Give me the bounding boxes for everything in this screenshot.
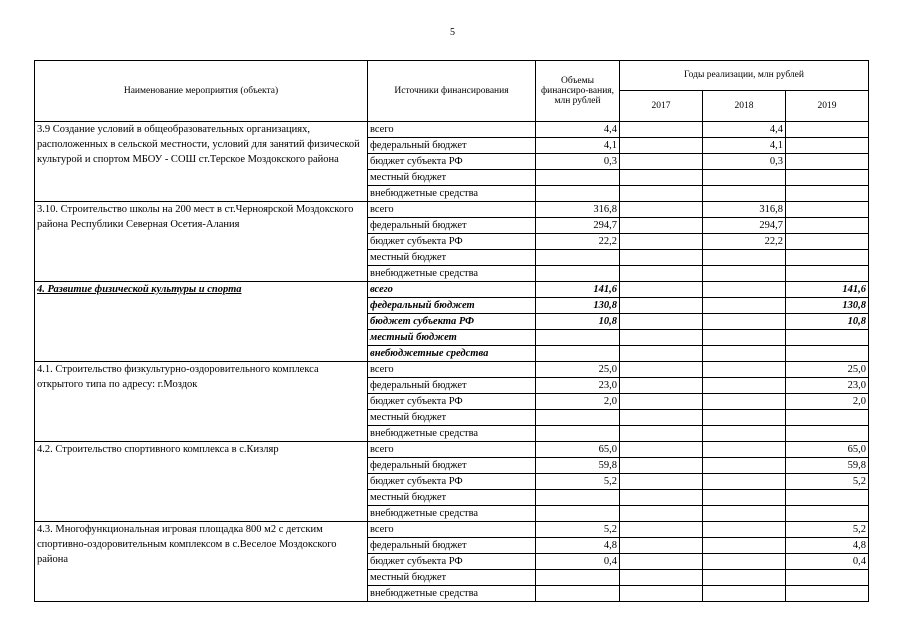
volume-value	[536, 410, 620, 426]
year-2019-value: 130,8	[786, 298, 869, 314]
year-2017-value	[620, 506, 703, 522]
funding-source: внебюджетные средства	[368, 266, 536, 282]
year-2019-value: 141,6	[786, 282, 869, 298]
year-2017-value	[620, 426, 703, 442]
year-2019-value: 0,4	[786, 554, 869, 570]
year-2019-value	[786, 570, 869, 586]
table-row	[35, 202, 869, 218]
funding-source: бюджет субъекта РФ	[368, 234, 536, 250]
header-year: 2018	[703, 90, 786, 121]
funding-source: всего	[368, 202, 536, 218]
year-2017-value	[620, 362, 703, 378]
year-2018-value: 22,2	[703, 234, 786, 250]
funding-source: местный бюджет	[368, 570, 536, 586]
project-name	[35, 522, 368, 602]
year-2019-value: 2,0	[786, 394, 869, 410]
year-2017-value	[620, 474, 703, 490]
funding-source: федеральный бюджет	[368, 378, 536, 394]
year-2019-value	[786, 586, 869, 602]
year-2019-value	[786, 218, 869, 234]
year-2018-value	[703, 586, 786, 602]
funding-source: федеральный бюджет	[368, 218, 536, 234]
year-2019-value: 25,0	[786, 362, 869, 378]
year-2019-value: 23,0	[786, 378, 869, 394]
year-2019-value: 5,2	[786, 474, 869, 490]
year-2019-value	[786, 250, 869, 266]
year-2018-value	[703, 282, 786, 298]
year-2017-value	[620, 234, 703, 250]
year-2017-value	[620, 250, 703, 266]
volume-value: 59,8	[536, 458, 620, 474]
year-2018-value	[703, 506, 786, 522]
project-name	[35, 362, 368, 442]
funding-source: местный бюджет	[368, 250, 536, 266]
funding-source: бюджет субъекта РФ	[368, 554, 536, 570]
project-name	[35, 122, 368, 202]
year-2019-value	[786, 490, 869, 506]
year-2019-value: 65,0	[786, 442, 869, 458]
header-year: 2019	[786, 90, 869, 121]
table-body	[35, 122, 869, 602]
year-2018-value	[703, 490, 786, 506]
funding-source: внебюджетные средства	[368, 586, 536, 602]
funding-source: всего	[368, 522, 536, 538]
year-2017-value	[620, 410, 703, 426]
year-2018-value	[703, 554, 786, 570]
year-2018-value	[703, 330, 786, 346]
year-2018-value: 4,1	[703, 138, 786, 154]
year-2018-value	[703, 250, 786, 266]
year-2017-value	[620, 586, 703, 602]
year-2017-value	[620, 298, 703, 314]
volume-value	[536, 186, 620, 202]
year-2017-value	[620, 122, 703, 138]
table-row	[35, 122, 869, 138]
project-name-text: 4.3. Многофункциональная игровая площадка 800 м2 с детским спортивно-оздоровительным комплексом в с.Веселое Моздокского района	[37, 524, 337, 565]
year-2017-value	[620, 554, 703, 570]
year-2019-value	[786, 426, 869, 442]
year-2017-value	[620, 570, 703, 586]
year-2019-value: 4,8	[786, 538, 869, 554]
project-name-text: 4.2. Строительство спортивного комплекса в с.Кизляр	[37, 444, 279, 455]
year-2019-value	[786, 154, 869, 170]
funding-source: федеральный бюджет	[368, 458, 536, 474]
volume-value	[536, 426, 620, 442]
year-2019-value: 5,2	[786, 522, 869, 538]
year-2018-value	[703, 186, 786, 202]
year-2019-value	[786, 330, 869, 346]
funding-source: внебюджетные средства	[368, 346, 536, 362]
funding-source: бюджет субъекта РФ	[368, 154, 536, 170]
volume-value: 4,1	[536, 138, 620, 154]
project-name	[35, 442, 368, 522]
year-2018-value	[703, 170, 786, 186]
volume-value	[536, 330, 620, 346]
funding-source: федеральный бюджет	[368, 538, 536, 554]
volume-value	[536, 346, 620, 362]
year-2017-value	[620, 218, 703, 234]
year-2017-value	[620, 458, 703, 474]
volume-value: 0,3	[536, 154, 620, 170]
year-2017-value	[620, 314, 703, 330]
funding-source: всего	[368, 362, 536, 378]
table-row	[35, 442, 869, 458]
header-source: Источники финансирования	[368, 61, 536, 122]
year-2017-value	[620, 538, 703, 554]
funding-source: федеральный бюджет	[368, 138, 536, 154]
volume-value	[536, 506, 620, 522]
project-name	[35, 282, 368, 362]
volume-value: 65,0	[536, 442, 620, 458]
funding-source: всего	[368, 122, 536, 138]
funding-source: внебюджетные средства	[368, 506, 536, 522]
year-2018-value	[703, 570, 786, 586]
year-2018-value: 0,3	[703, 154, 786, 170]
volume-value: 22,2	[536, 234, 620, 250]
year-2018-value	[703, 538, 786, 554]
table-row	[35, 282, 869, 298]
volume-value	[536, 250, 620, 266]
funding-source: местный бюджет	[368, 490, 536, 506]
year-2018-value	[703, 266, 786, 282]
year-2019-value	[786, 122, 869, 138]
year-2019-value	[786, 506, 869, 522]
year-2018-value: 316,8	[703, 202, 786, 218]
volume-value	[536, 170, 620, 186]
funding-source: бюджет субъекта РФ	[368, 314, 536, 330]
volume-value: 130,8	[536, 298, 620, 314]
year-2018-value	[703, 298, 786, 314]
year-2018-value	[703, 426, 786, 442]
volume-value: 23,0	[536, 378, 620, 394]
year-2017-value	[620, 202, 703, 218]
page-number: 5	[450, 27, 455, 38]
year-2017-value	[620, 346, 703, 362]
year-2017-value	[620, 266, 703, 282]
year-2017-value	[620, 138, 703, 154]
year-2019-value	[786, 138, 869, 154]
year-2019-value	[786, 410, 869, 426]
volume-value: 10,8	[536, 314, 620, 330]
year-2019-value: 10,8	[786, 314, 869, 330]
year-2017-value	[620, 490, 703, 506]
year-2018-value	[703, 442, 786, 458]
project-name	[35, 202, 368, 282]
volume-value: 2,0	[536, 394, 620, 410]
funding-source: внебюджетные средства	[368, 186, 536, 202]
year-2018-value	[703, 410, 786, 426]
volume-value: 141,6	[536, 282, 620, 298]
funding-source: всего	[368, 282, 536, 298]
table-row	[35, 362, 869, 378]
funding-source: местный бюджет	[368, 410, 536, 426]
year-2018-value	[703, 522, 786, 538]
funding-source: всего	[368, 442, 536, 458]
table-row	[35, 522, 869, 538]
year-2018-value	[703, 362, 786, 378]
year-2018-value	[703, 378, 786, 394]
funding-source: местный бюджет	[368, 170, 536, 186]
project-name-text: 4. Развитие физической культуры и спорта	[37, 284, 242, 295]
year-2019-value	[786, 234, 869, 250]
funding-source: бюджет субъекта РФ	[368, 394, 536, 410]
year-2017-value	[620, 282, 703, 298]
funding-source: местный бюджет	[368, 330, 536, 346]
funding-source: внебюджетные средства	[368, 426, 536, 442]
volume-value	[536, 586, 620, 602]
volume-value: 294,7	[536, 218, 620, 234]
header-year: 2017	[620, 90, 703, 121]
volume-value: 25,0	[536, 362, 620, 378]
year-2017-value	[620, 330, 703, 346]
header-name: Наименование мероприятия (объекта)	[35, 61, 368, 122]
year-2017-value	[620, 154, 703, 170]
year-2018-value: 4,4	[703, 122, 786, 138]
year-2018-value: 294,7	[703, 218, 786, 234]
year-2017-value	[620, 378, 703, 394]
funding-table	[34, 60, 869, 602]
year-2018-value	[703, 474, 786, 490]
header-volume: Объемы финансиро-вания, млн рублей	[536, 61, 620, 122]
year-2017-value	[620, 522, 703, 538]
year-2019-value	[786, 170, 869, 186]
volume-value: 4,4	[536, 122, 620, 138]
project-name-text: 3.10. Строительство школы на 200 мест в ст.Черноярской Моздокского района Республики Северная Осетия-Алания	[37, 204, 354, 230]
volume-value: 5,2	[536, 522, 620, 538]
volume-value: 5,2	[536, 474, 620, 490]
year-2017-value	[620, 170, 703, 186]
year-2017-value	[620, 442, 703, 458]
volume-value: 316,8	[536, 202, 620, 218]
volume-value	[536, 490, 620, 506]
year-2018-value	[703, 458, 786, 474]
year-2017-value	[620, 186, 703, 202]
project-name-text: 4.1. Строительство физкультурно-оздоровительного комплекса открытого типа по адресу: г.Моздок	[37, 364, 319, 390]
funding-source: федеральный бюджет	[368, 298, 536, 314]
year-2018-value	[703, 346, 786, 362]
volume-value	[536, 266, 620, 282]
year-2019-value	[786, 266, 869, 282]
volume-value	[536, 570, 620, 586]
volume-value: 0,4	[536, 554, 620, 570]
project-name-text: 3.9 Создание условий в общеобразовательных организациях, расположенных в сельской местности, условий для занятий физической культурой и спортом МБОУ - СОШ ст.Терское Моздокского района	[37, 124, 360, 165]
year-2019-value: 59,8	[786, 458, 869, 474]
year-2017-value	[620, 394, 703, 410]
volume-value: 4,8	[536, 538, 620, 554]
year-2018-value	[703, 314, 786, 330]
header-years-title: Годы реализации, млн рублей	[620, 61, 869, 91]
year-2019-value	[786, 346, 869, 362]
funding-source: бюджет субъекта РФ	[368, 474, 536, 490]
year-2019-value	[786, 202, 869, 218]
year-2019-value	[786, 186, 869, 202]
year-2018-value	[703, 394, 786, 410]
